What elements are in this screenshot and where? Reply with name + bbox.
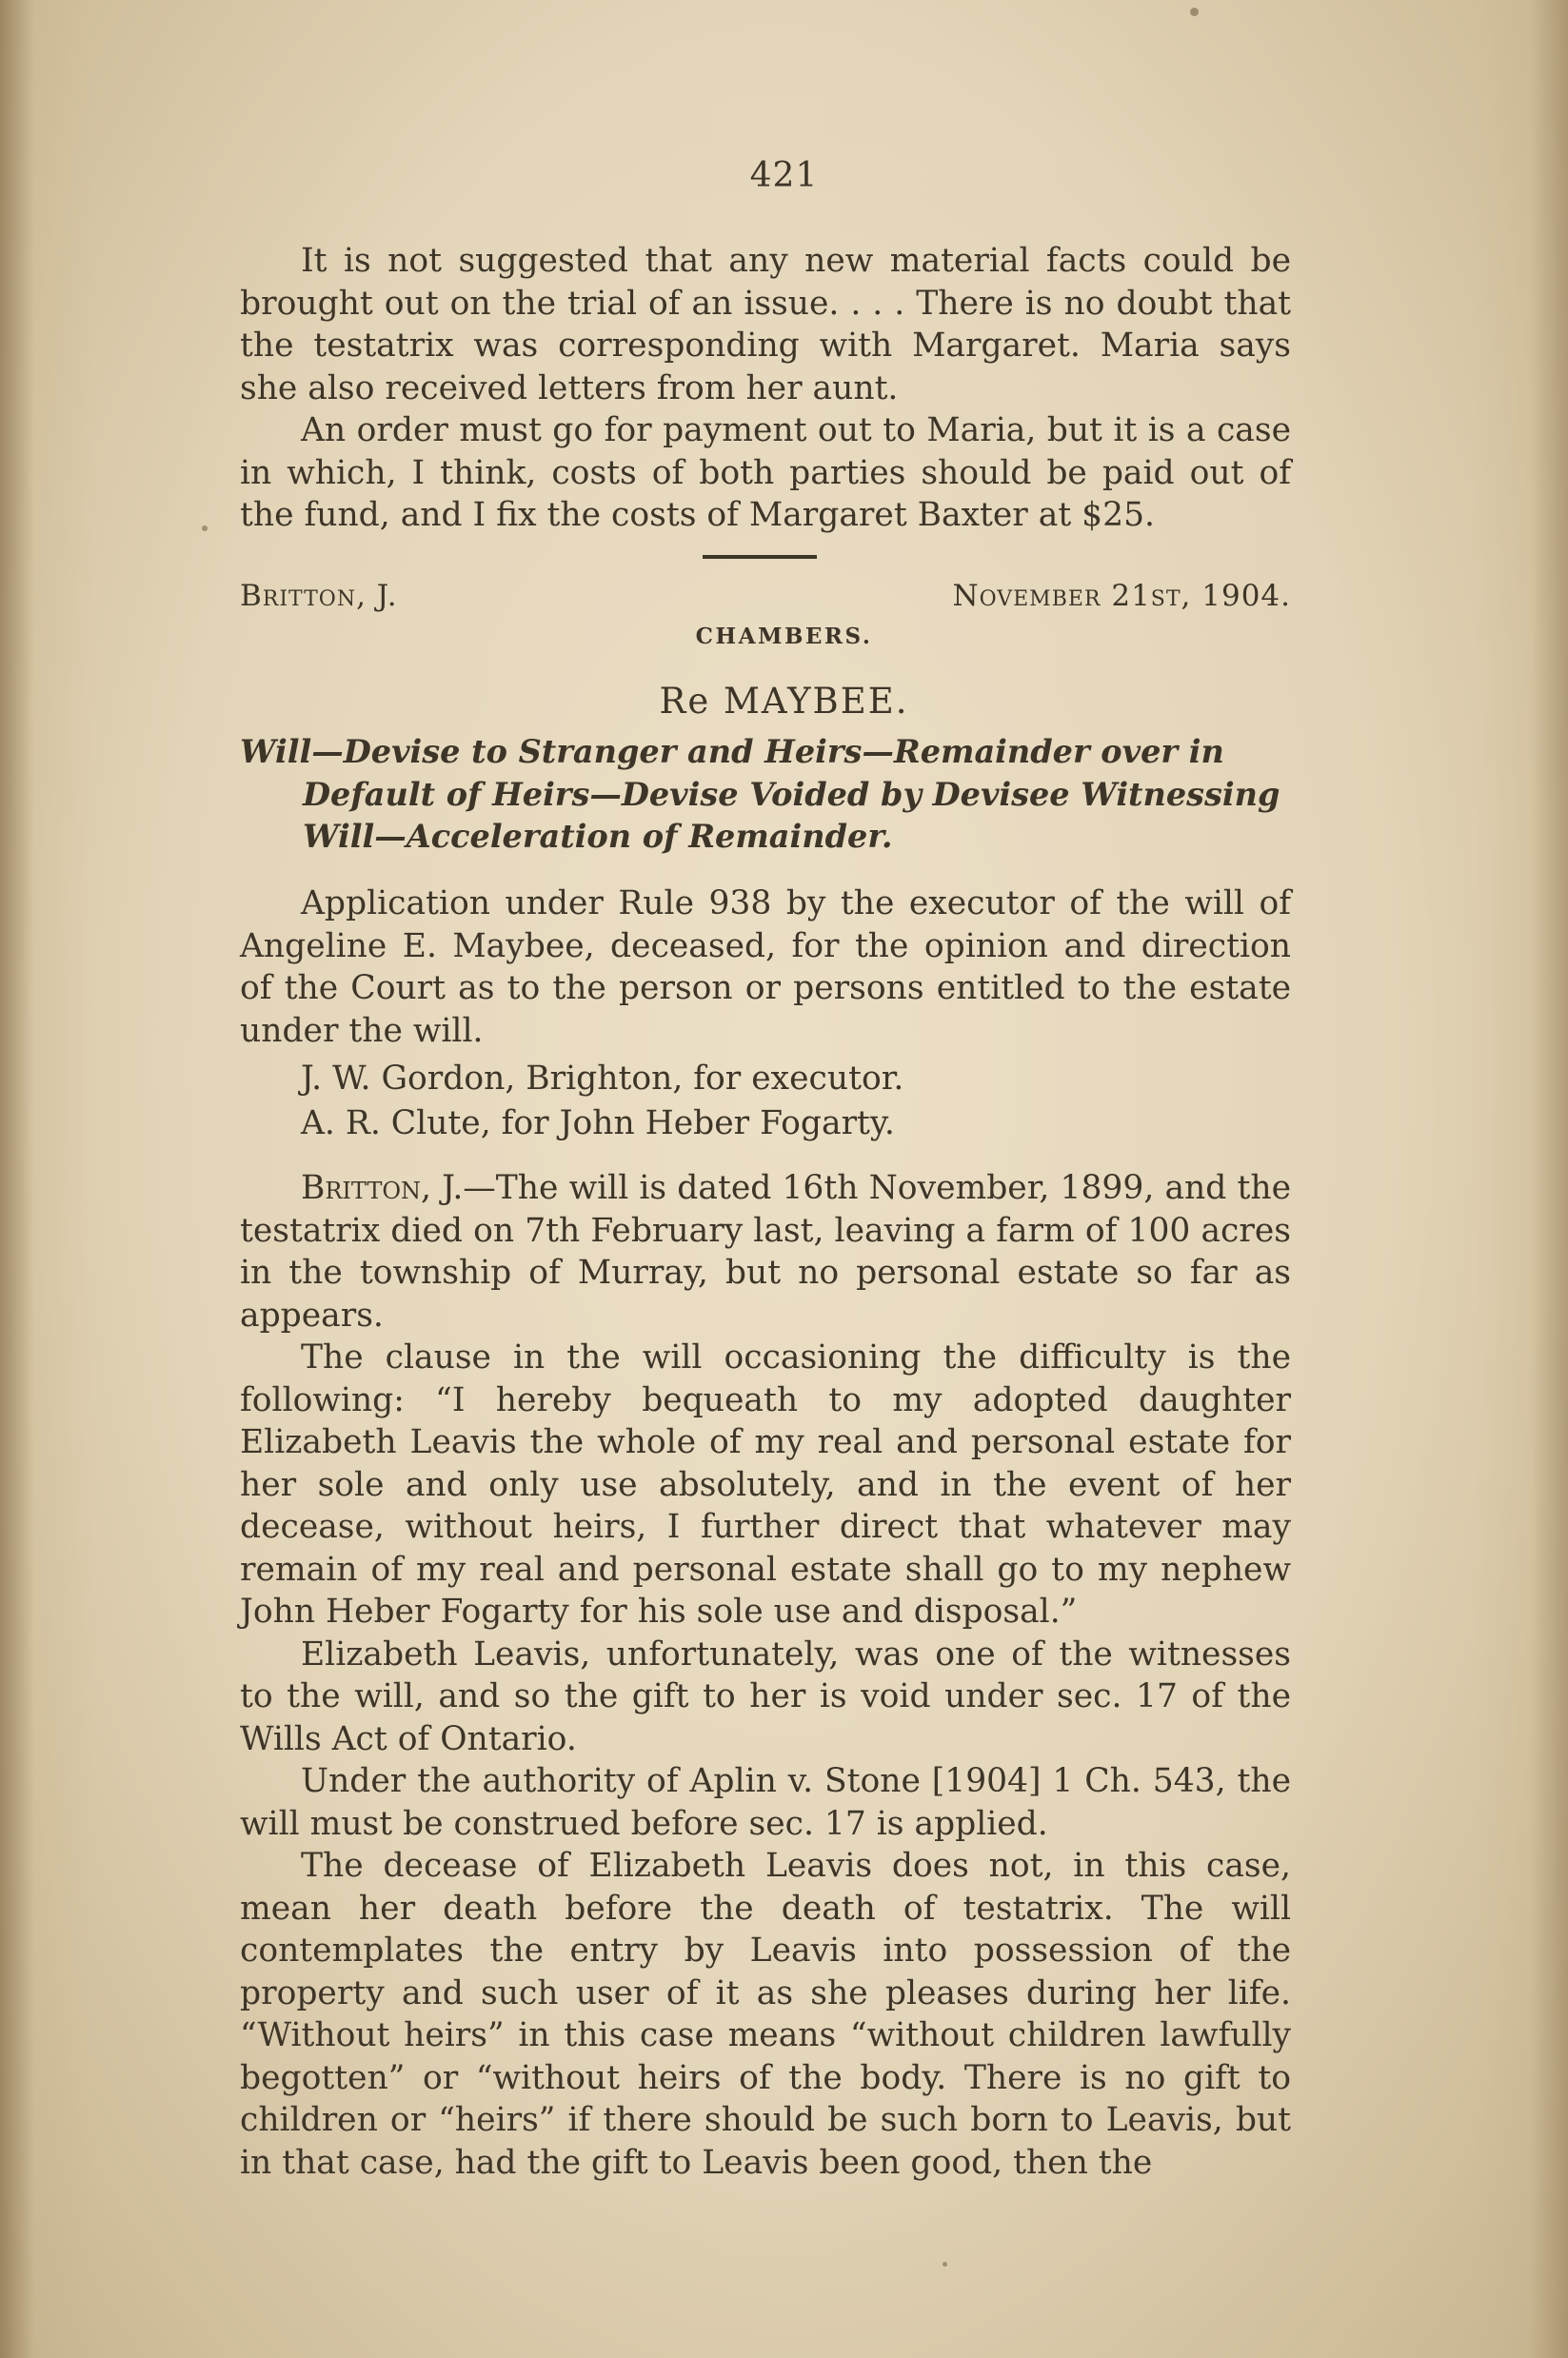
decision-date: November 21st, 1904. <box>952 579 1291 613</box>
judgment-paragraph: The decease of Elizabeth Leavis does not, in this case, mean her death before the death of testatrix. The will contemplates the entry by Leavis into possession of the property and such user of it as she pleases during her life. “Without heirs” in this case means “without children lawfully begotten” or “without heirs of the body. There is no gift to children or “heirs” if there should be such born to Leavis, but in that case, had the gift to Leavis been good, then the <box>240 1847 1291 2182</box>
page-number: 421 <box>749 156 819 195</box>
judgment-paragraph: Elizabeth Leavis, unfortunately, was one of the witnesses to the will, and so the gift to her is void under sec. 17 of the Wills Act of Ontario. <box>240 1635 1291 1758</box>
intro-paragraph: An order must go for payment out to Maria, but it is a case in which, I think, costs of both parties should be paid out of the fund, and I fix the costs of Margaret Baxter at $25. <box>240 411 1291 534</box>
counsel-section <box>240 1057 1291 1146</box>
judgment-opening-text: —The will is dated 16th November, 1899, and the testatrix died on 7th February last, leaving a farm of 100 acres in the township of Murray, but no personal estate so far as appears. <box>240 1169 1291 1335</box>
counsel-line: J. W. Gordon, Brighton, for executor. <box>301 1060 904 1098</box>
page-edge-shadow-right <box>1530 0 1568 2358</box>
judgment-paragraph: The clause in the will occasioning the difficulty is the following: “I hereby bequeath to my adopted daughter Elizabeth Leavis the whole of my real and personal estate for her sole and only use absolutely, and in the event of her decease, without heirs, I further direct that whatever may remain of my real and personal estate shall go to my nephew John Heber Fogarty for his sole use and disposal.” <box>240 1338 1291 1631</box>
counsel-line: A. R. Clute, for John Heber Fogarty. <box>301 1104 895 1142</box>
intro-paragraph: It is not suggested that any new material facts could be brought out on the trial of an issue. . . . There is no doubt that the testatrix was corresponding with Margaret. Maria says she also received letters from her aunt. <box>240 242 1291 407</box>
judgment-paragraph: Under the authority of Aplin v. Stone [1904] 1 Ch. 543, the will must be construed before sec. 17 is applied. <box>240 1762 1291 1843</box>
judge-name: Britton, J. <box>240 579 398 613</box>
headnote-line: Default of Heirs—Devise Voided by Devisee Witnessing <box>303 775 1280 813</box>
court-label: CHAMBERS. <box>695 624 873 649</box>
judgment-paragraph <box>240 1167 1291 1337</box>
headnote-line: Will—Acceleration of Remainder. <box>303 818 893 855</box>
judgment-section <box>240 1167 1291 2184</box>
paper-speck <box>1190 8 1199 16</box>
application-section <box>240 882 1291 1052</box>
section-divider <box>703 555 817 559</box>
paper-speck <box>202 525 208 531</box>
headnote <box>240 731 1291 859</box>
intro-text <box>240 240 1291 537</box>
paper-speck <box>943 2262 947 2267</box>
case-title: Re MAYBEE. <box>659 681 909 722</box>
headnote-line: Will—Devise to Stranger and Heirs—Remainder over in <box>240 733 1224 770</box>
application-paragraph: Application under Rule 938 by the executor of the will of Angeline E. Maybee, deceased, for the opinion and direction of the Court as to the person or persons entitled to the estate under the will. <box>240 884 1291 1050</box>
judgment-judge-name: Britton, J. <box>301 1169 464 1207</box>
page-edge-shadow-left <box>0 0 34 2358</box>
